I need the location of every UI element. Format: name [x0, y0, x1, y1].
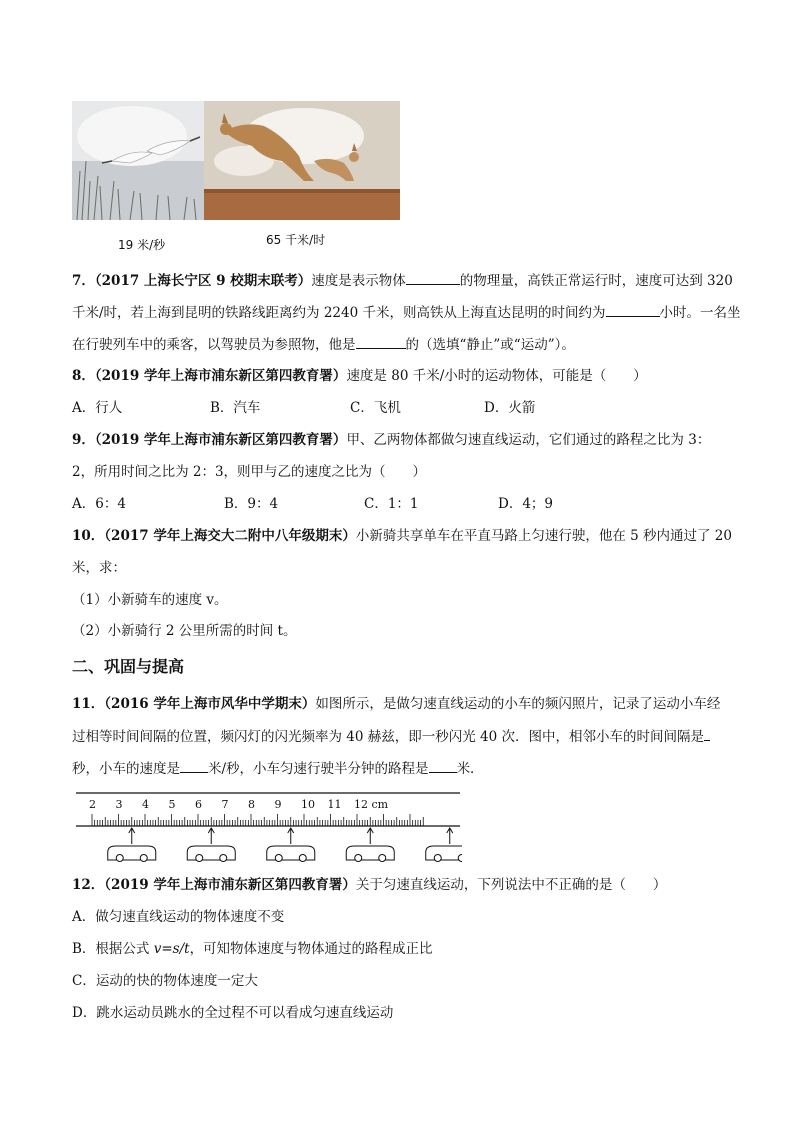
q11-source: （2016 学年上海市风华中学期末）: [104, 696, 316, 712]
q11-text: 如图所示，是做匀速直线运动的小车的频闪照片，记录了运动小车经: [315, 696, 721, 712]
photo-kangaroos: [204, 101, 400, 220]
q9-option-d[interactable]: D．4；9: [498, 496, 554, 512]
q9-text: 甲、乙两物体都做匀速直线运动，它们通过的路程之比为 3：: [346, 432, 711, 448]
q8-source: （2019 学年上海市浦东新区第四教育署）: [94, 368, 347, 384]
q7-text-6: 的（选填“静止”或“运动”）。: [405, 337, 575, 353]
q12-option-b-formula: v=s/t: [153, 941, 190, 957]
kangaroos-image: [204, 101, 400, 220]
q12-text: 关于匀速直线运动，下列说法中不正确的是（ ）: [355, 877, 667, 893]
q12-option-b-text-1: B．根据公式: [72, 941, 154, 957]
ruler-number: 11: [327, 798, 342, 811]
ruler-number: 2: [89, 798, 96, 811]
ruler-number: 9: [274, 798, 282, 811]
q8-option-c[interactable]: C．飞机: [350, 400, 401, 416]
ruler-number: 8: [248, 798, 255, 811]
q7-text-3: 千米/时，若上海到昆明的铁路线距离约为 2240 千米，则高铁从上海直达昆明的时间约为: [72, 305, 606, 321]
ruler-figure: [72, 788, 462, 866]
ruler-number: 7: [221, 798, 229, 811]
q12-option-b-text-2: ，可知物体速度与物体通过的路程成正比: [189, 941, 433, 957]
ruler-number: 12 cm: [354, 798, 389, 811]
q11-text-4: 米/秒，小车匀速行驶半分钟的路程是: [208, 761, 429, 777]
q7-text-5: 在行驶列车中的乘客，以驾驶员为参照物，他是: [72, 337, 356, 353]
q10-sub-2: （2）小新骑行 2 公里所需的时间 t。: [72, 623, 297, 639]
q10-text: 小新骑共享单车在平直马路上匀速行驶，他在 5 秒内通过了 20: [355, 528, 732, 544]
q10-number: 10．: [72, 528, 105, 544]
q8-text: 速度是 80 千米/小时的运动物体，可能是（ ）: [346, 368, 647, 384]
q9-source: （2019 学年上海市浦东新区第四教育署）: [94, 432, 347, 448]
car-icon: [346, 828, 394, 862]
q9-option-c[interactable]: C．1：1: [364, 496, 419, 512]
q12-option-a[interactable]: A．做匀速直线运动的物体速度不变: [72, 909, 285, 925]
q9-option-b[interactable]: B．9：4: [224, 496, 279, 512]
ruler-number: 6: [195, 798, 202, 811]
q7-text-2: 的物理量，高铁正常运行时，速度可达到 320: [459, 273, 733, 289]
ruler-figure-svg: [72, 788, 462, 866]
q12-line-1: [72, 875, 666, 895]
photo-swans: [72, 101, 204, 220]
q12-number: 12．: [72, 877, 105, 893]
q7-blank-1[interactable]: [406, 270, 460, 285]
q12-option-c[interactable]: C．运动的快的物体速度一定大: [72, 973, 258, 989]
section-heading: 二、巩固与提高: [72, 657, 185, 676]
q12-option-d[interactable]: D．跳水运动员跳水的全过程不可以看成匀速直线运动: [72, 1005, 394, 1021]
q7-text-4: 小时。一名坐: [659, 305, 741, 321]
ruler-number: 3: [115, 798, 123, 811]
q8-option-a[interactable]: A．行人: [72, 400, 123, 416]
q7-blank-3[interactable]: [356, 334, 406, 349]
swans-image: [72, 101, 204, 220]
q10-source: （2017 学年上海交大二附中八年级期末）: [104, 528, 356, 544]
q10-line-2: 米，求：: [72, 560, 126, 576]
q11-text-5: 米．: [456, 761, 484, 777]
car-icon: [267, 828, 315, 862]
car-icon: [108, 828, 156, 862]
q10-sub-1: （1）小新骑车的速度 v。: [72, 592, 228, 608]
q8-option-d[interactable]: D．火箭: [484, 400, 536, 416]
q12-source: （2019 学年上海市浦东新区第四教育署）: [104, 877, 356, 893]
q11-text-2: 过相等时间间隔的位置，频闪灯的闪光频率为 40 赫兹，即一秒闪光 40 次．图中，相邻小车的时间间隔是: [72, 729, 705, 745]
q11-line-2: [72, 726, 710, 747]
q7-number: 7．: [72, 273, 95, 289]
car-icon: [426, 828, 462, 862]
ruler-number: 4: [142, 798, 149, 811]
q11-blank-1[interactable]: [704, 726, 710, 741]
ruler-number: 5: [168, 798, 176, 811]
q8-line-1: [72, 366, 647, 386]
q7-source: （2017 上海长宁区 9 校期末联考）: [94, 273, 312, 289]
q12-option-b[interactable]: [72, 939, 433, 959]
q7-line-1: [72, 270, 733, 291]
q8-option-b[interactable]: B．汽车: [210, 400, 261, 416]
car-icon: [187, 828, 235, 862]
ruler-number: 10: [301, 798, 315, 811]
q9-line-1: [72, 430, 710, 450]
q11-text-3: 秒，小车的速度是: [72, 761, 180, 777]
q8-number: 8．: [72, 368, 95, 384]
q9-line-2: 2，所用时间之比为 2：3，则甲与乙的速度之比为（ ）: [72, 464, 427, 480]
q11-blank-2[interactable]: [180, 758, 208, 773]
q9-number: 9．: [72, 432, 95, 448]
q11-line-1: [72, 694, 720, 714]
q7-line-3: [72, 334, 575, 355]
caption-kangaroo-speed: 65 千米/时: [266, 233, 326, 247]
q9-option-a[interactable]: A．6：4: [72, 496, 126, 512]
q11-blank-3[interactable]: [429, 758, 457, 773]
q10-line-1: [72, 526, 732, 546]
caption-swans-speed: 19 米/秒: [118, 238, 166, 252]
q11-line-3: [72, 758, 484, 779]
q7-line-2: [72, 302, 741, 323]
q7-text-1: 速度是表示物体: [311, 273, 406, 289]
q7-blank-2[interactable]: [606, 302, 660, 317]
q11-number: 11．: [72, 696, 105, 712]
